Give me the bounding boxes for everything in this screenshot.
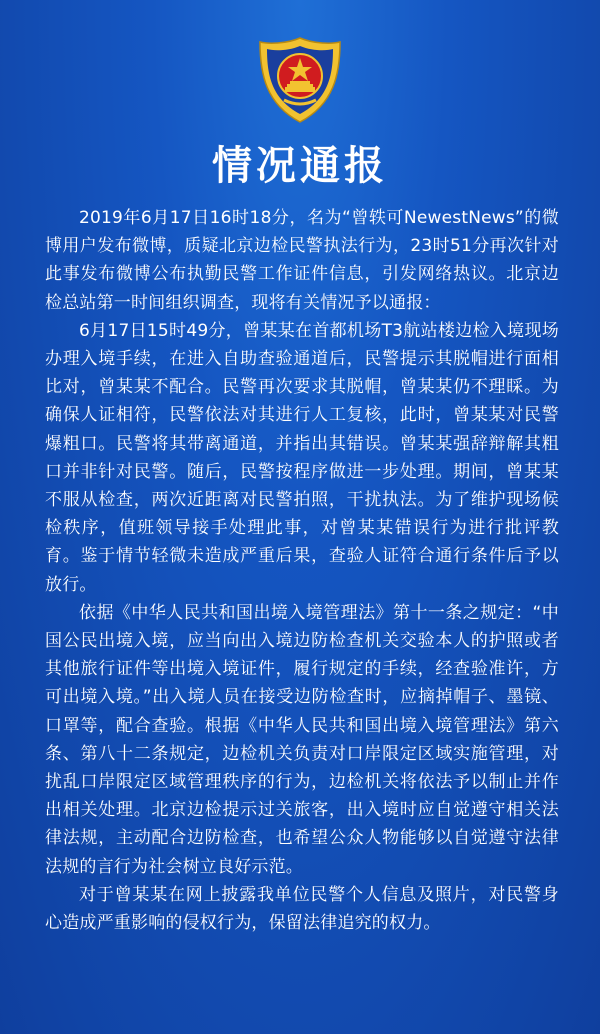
paragraph-law: 依据《中华人民共和国出境入境管理法》第十一条之规定：“中国公民出境入境，应当向出入境边防检查机关交验本人的护照或者其他旅行证件等出境入境证件，履行规定的手续，经查验准许，方可出境入境。”出入境人员在接受边防检查时，应摘掉帽子、墨镜、口罩等，配合查验。根据《中华人民共和国出境入境管理法》第六条、第八十二条规定，边检机关负责对口岸限定区域实施管理，对扰乱口岸限定区域管理秩序的行为，边检机关将依法予以制止并作出相关处理。北京边检提示过关旅客，出入境时应自觉遵守相关法律法规，主动配合边防检查，也希望公众人物能够以自觉遵守法律法规的言行为社会树立良好示范。 (45, 602, 559, 877)
paragraph-conclusion: 对于曾某某在网上披露我单位民警个人信息及照片，对民警身心造成严重影响的侵权行为，保留法律追究的权力。 (45, 884, 559, 934)
notice-body (45, 204, 559, 937)
paragraph-intro: 2019年6月17日16时18分，名为“曾轶可NewestNews”的微博用户发布微博，质疑北京边检民警执法行为，23时51分再次针对此事发布微博公布执勤民警工作证件信息，引发网络热议。北京边检总站第一时间组织调查，现将有关情况予以通报： (45, 208, 559, 313)
police-emblem-icon (254, 34, 346, 126)
paragraph-incident: 6月17日15时49分，曾某某在首都机场T3航站楼边检入境现场办理入境手续，在进入自助查验通道后，民警提示其脱帽进行面相比对，曾某某不配合。民警再次要求其脱帽，曾某某仍不理睬。为确保人证相符，民警依法对其进行人工复核，此时，曾某某对民警爆粗口。民警将其带离通道，并指出其错误。曾某某强辞辩解其粗口并非针对民警。随后，民警按程序做进一步处理。期间，曾某某不服从检查，两次近距离对民警拍照，干扰执法。为了维护现场候检秩序，值班领导接手处理此事，对曾某某错误行为进行批评教育。鉴于情节轻微未造成严重后果，查验人证符合通行条件后予以放行。 (45, 320, 559, 595)
page-title: 情况通报 (212, 142, 388, 189)
